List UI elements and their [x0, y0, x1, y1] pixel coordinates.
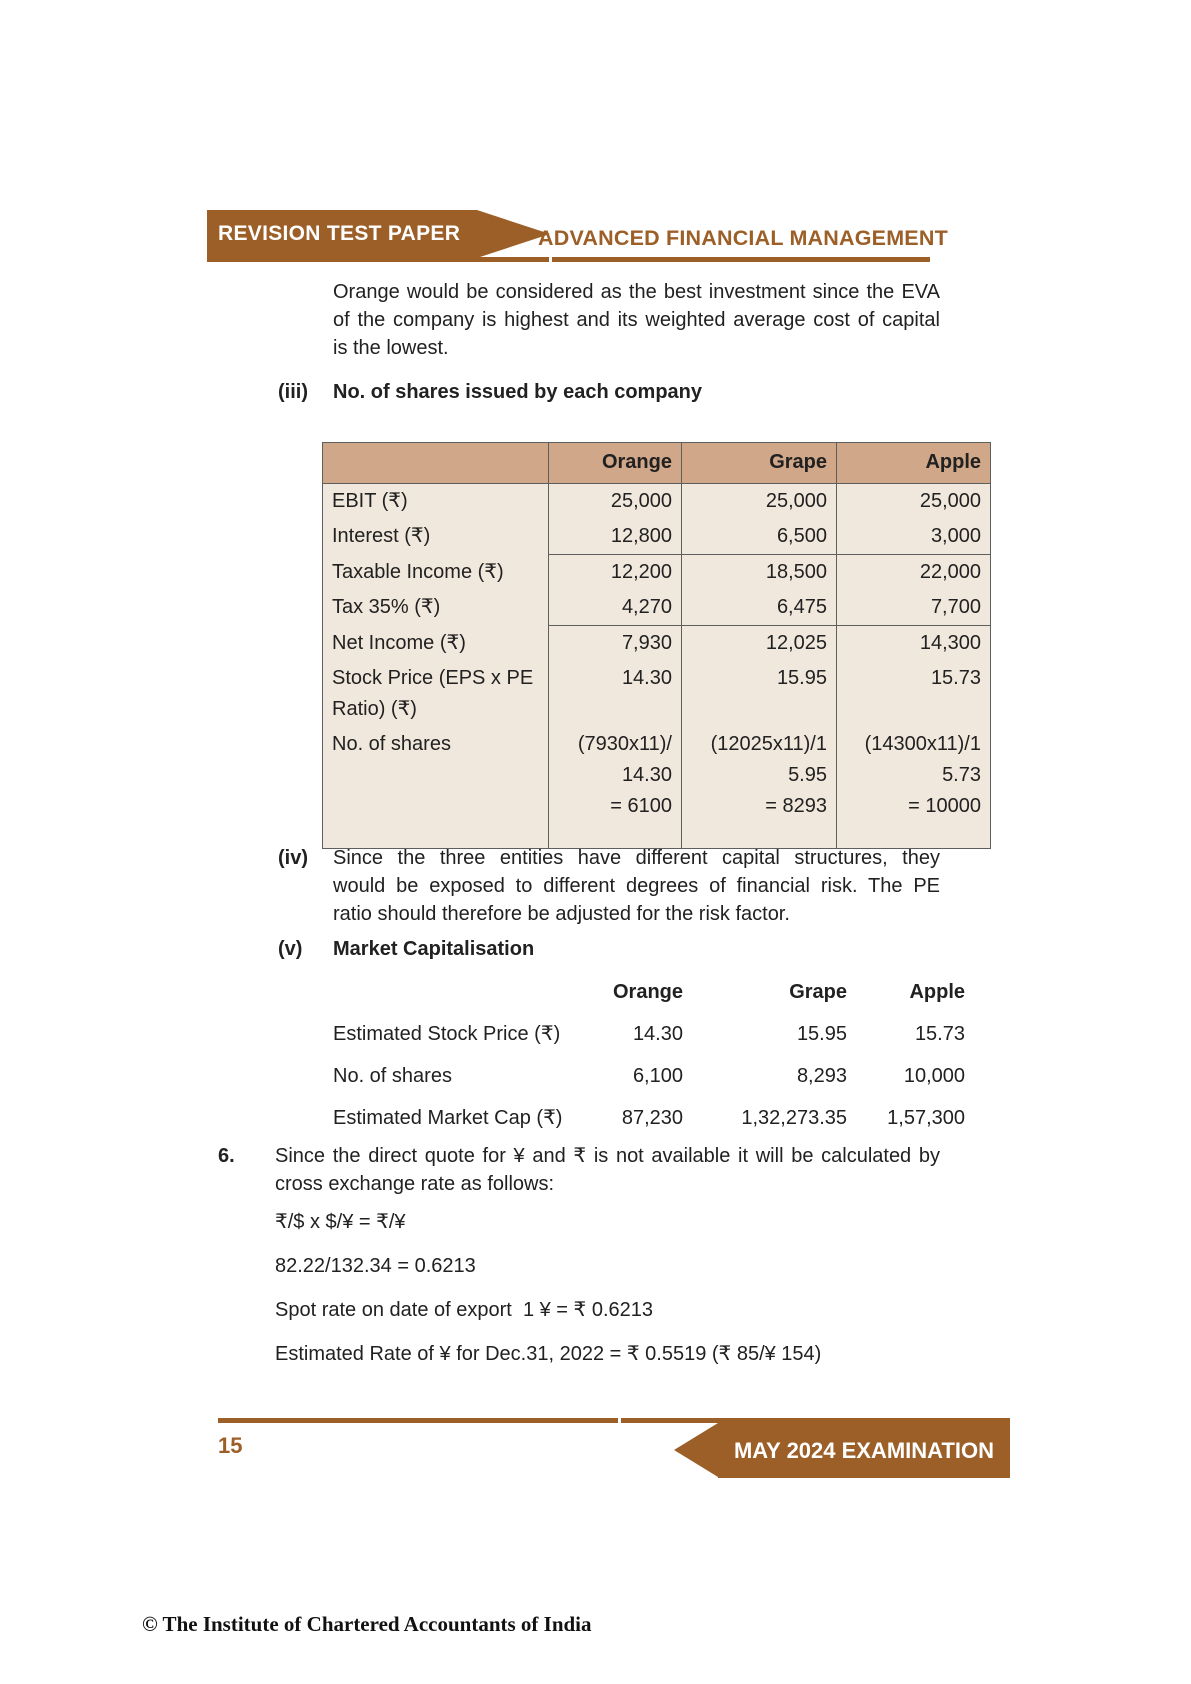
cell-line: 5.73 — [942, 764, 981, 786]
item-iii-marker: (iii) — [278, 381, 308, 403]
row-label: Net Income (₹) — [332, 631, 466, 654]
paragraph-line: of the company is highest and its weighted average cost of capital — [333, 309, 940, 331]
formula-estimated-rate: Estimated Rate of ¥ for Dec.31, 2022 = ₹ 0.5519 (₹ 85/¥ 154) — [275, 1343, 822, 1365]
row-label: Estimated Stock Price (₹) — [333, 1023, 561, 1045]
table-cell: 18,500 — [682, 555, 837, 591]
paragraph-line: is the lowest. — [333, 337, 449, 359]
table-cell: 25,000 — [837, 484, 991, 520]
table-cell: 12,200 — [549, 555, 682, 591]
cell-line: 14.30 — [621, 764, 672, 786]
table-cell: 4,270 — [549, 590, 682, 626]
table-cell: 25,000 — [549, 484, 682, 520]
table-cell: 3,000 — [837, 519, 991, 555]
paragraph-line: would be exposed to different degrees of financial risk. The PE — [333, 875, 940, 897]
item-6-marker: 6. — [218, 1145, 235, 1167]
table-cell: 14.30 — [549, 661, 682, 727]
formula-calculation: 82.22/132.34 = 0.6213 — [275, 1255, 476, 1277]
item-iv-paragraph — [333, 844, 940, 928]
table-cell: 6,500 — [682, 519, 837, 555]
table-cell — [837, 727, 991, 849]
table-header-orange: Orange — [549, 443, 682, 484]
table-corner-cell — [323, 443, 549, 484]
mcap-value: 8,293 — [796, 1065, 847, 1087]
mcap-value: 10,000 — [903, 1065, 965, 1087]
table-cell: 7,930 — [549, 626, 682, 662]
table-cell: 12,025 — [682, 626, 837, 662]
table-row-ebit — [323, 484, 991, 520]
mcap-value: 1,32,273.35 — [741, 1107, 847, 1129]
item-iii-heading: No. of shares issued by each company — [333, 381, 703, 403]
mcap-header-apple: Apple — [909, 981, 965, 1003]
mcap-value: 15.95 — [796, 1023, 847, 1045]
row-label: Taxable Income (₹) — [332, 560, 504, 583]
exam-banner — [718, 1423, 1010, 1478]
row-label: Tax 35% (₹) — [332, 596, 441, 618]
intro-paragraph — [333, 278, 940, 362]
empty-cell — [333, 978, 613, 1006]
mcap-row-market-cap — [333, 1104, 965, 1132]
row-label: No. of shares — [332, 733, 451, 755]
header-rule-right — [552, 257, 930, 262]
table-row-net-income — [323, 626, 991, 662]
table-row-no-of-shares — [323, 727, 991, 849]
cell-line: (7930x11)/ — [577, 733, 672, 755]
item-v-heading: Market Capitalisation — [333, 938, 535, 960]
mcap-value: 87,230 — [621, 1107, 683, 1129]
table-cell: 22,000 — [837, 555, 991, 591]
header-rule-left — [207, 257, 549, 262]
table-header-row — [323, 443, 991, 484]
formula-cross-rate: ₹/$ x $/¥ = ₹/¥ — [275, 1211, 406, 1233]
table-cell: 12,800 — [549, 519, 682, 555]
paragraph-line: cross exchange rate as follows: — [275, 1173, 555, 1195]
row-label: Interest (₹) — [332, 525, 431, 547]
table-row-interest — [323, 519, 991, 555]
paragraph-line: Since the three entities have different capital structures, they — [333, 847, 940, 869]
table-row-taxable-income — [323, 555, 991, 591]
table-cell: 7,700 — [837, 590, 991, 626]
item-v-marker: (v) — [278, 938, 303, 960]
table-cell — [682, 727, 837, 849]
mcap-header-grape: Grape — [789, 981, 847, 1003]
table-row-tax — [323, 590, 991, 626]
table-cell: 15.95 — [682, 661, 837, 727]
paragraph-line: Orange would be considered as the best investment since the EVA — [333, 281, 940, 303]
mcap-header-orange: Orange — [613, 981, 684, 1003]
paragraph-line: Since the direct quote for ¥ and ₹ is not available it will be calculated by — [275, 1145, 940, 1167]
cell-line: = 6100 — [610, 795, 672, 817]
cell-line: = 8293 — [765, 795, 827, 817]
item-iv-marker: (iv) — [278, 847, 308, 869]
table-cell: 25,000 — [682, 484, 837, 520]
market-cap-table — [333, 978, 965, 1146]
mcap-value: 1,57,300 — [887, 1107, 965, 1129]
copyright-notice: © The Institute of Chartered Accountants of India — [142, 1612, 592, 1636]
cell-line: (14300x11)/1 — [864, 733, 981, 755]
table-header-grape: Grape — [682, 443, 837, 484]
table-cell — [549, 727, 682, 849]
page-title: ADVANCED FINANCIAL MANAGEMENT — [538, 226, 948, 250]
revision-banner-label: REVISION TEST PAPER — [218, 222, 461, 245]
table-row-stock-price — [323, 661, 991, 727]
market-cap-header-row — [333, 978, 965, 1006]
mcap-value: 6,100 — [632, 1065, 683, 1087]
row-label: EBIT (₹) — [332, 490, 408, 512]
shares-table — [322, 442, 991, 849]
cell-line: (12025x11)/1 — [710, 733, 827, 755]
row-label: Estimated Market Cap (₹) — [333, 1107, 563, 1129]
mcap-value: 15.73 — [914, 1023, 965, 1045]
row-label: Stock Price (EPS x PE Ratio) (₹) — [332, 667, 534, 720]
item-6-paragraph — [275, 1142, 940, 1198]
mcap-row-no-of-shares — [333, 1062, 965, 1090]
table-cell: 14,300 — [837, 626, 991, 662]
row-label: No. of shares — [333, 1065, 452, 1087]
cell-line: 5.95 — [788, 764, 827, 786]
revision-test-paper-banner — [207, 210, 477, 258]
exam-banner-label: MAY 2024 EXAMINATION — [733, 1437, 994, 1463]
paragraph-line: ratio should therefore be adjusted for the risk factor. — [333, 903, 790, 925]
footer-rule-left — [218, 1418, 618, 1423]
mcap-row-stock-price — [333, 1020, 965, 1048]
formula-spot-rate: Spot rate on date of export 1 ¥ = ₹ 0.6213 — [275, 1299, 653, 1321]
table-header-apple: Apple — [837, 443, 991, 484]
table-cell: 15.73 — [837, 661, 991, 727]
page-number: 15 — [218, 1433, 243, 1458]
mcap-value: 14.30 — [632, 1023, 683, 1045]
table-cell: 6,475 — [682, 590, 837, 626]
cell-line: = 10000 — [908, 795, 981, 817]
